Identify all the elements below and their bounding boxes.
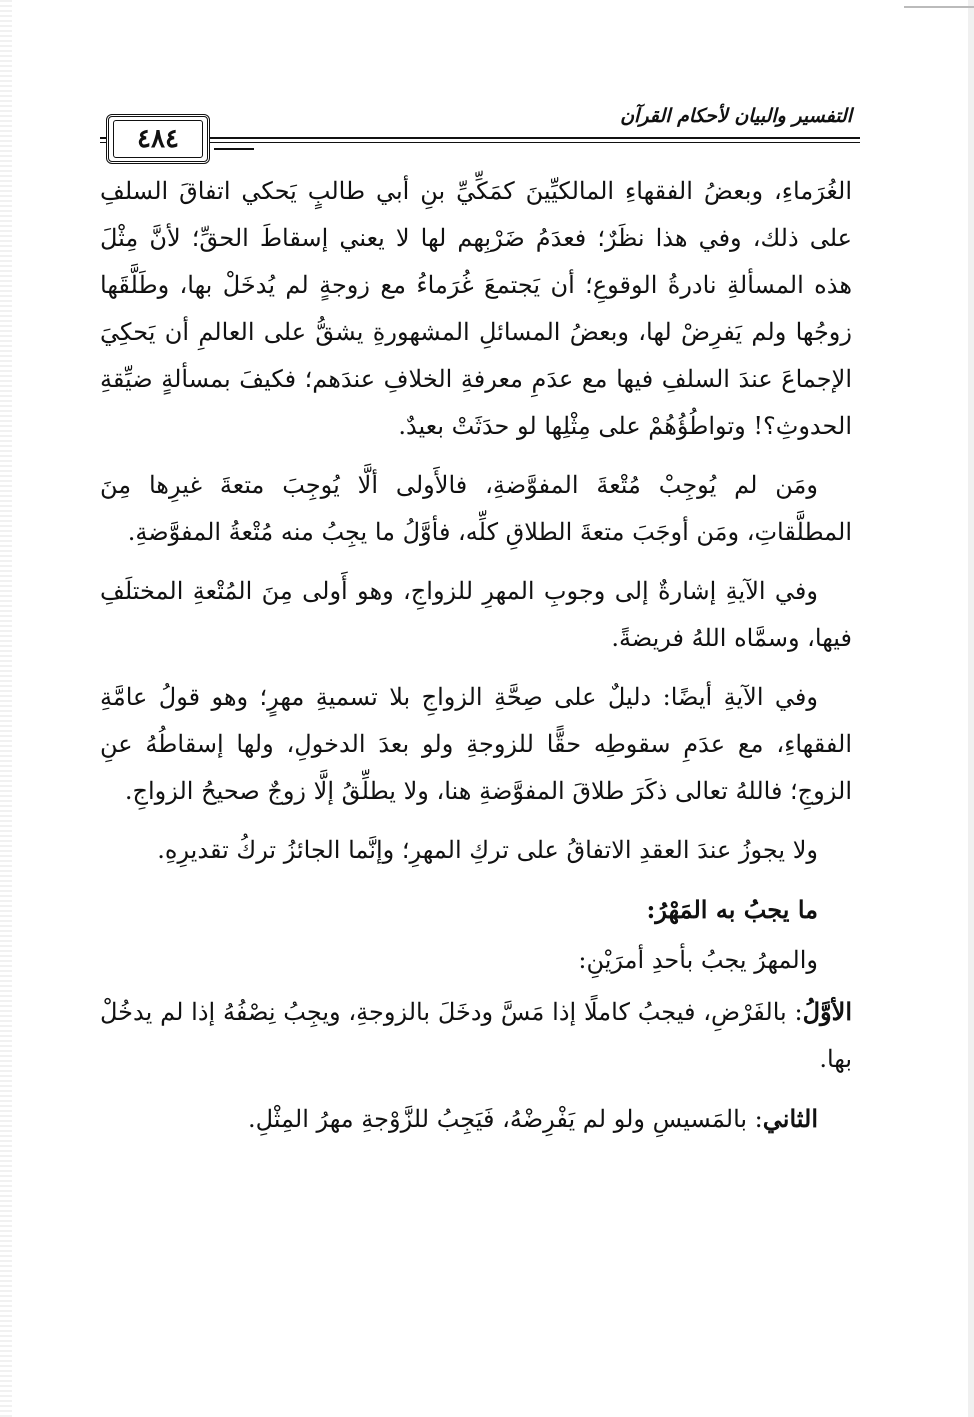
paragraph-4: وفي الآيةِ أيضًا: دليلٌ على صِحَّةِ الزواجِ بلا تسميةِ مهرٍ؛ وهو قولُ عامَّةِ الفقهاءِ، مع عدَمِ سقوطِه حقًّا للزوجةِ ولو بعدَ الدخولِ، ولها إسقاطُهُ عنِ الزوجِ؛ فاللهُ تعالى ذكَرَ طلاقَ المفوَّضةِ هنا، ولا يطلِّقُ إلَّا زوجٌ صحيحُ الزواجِ. xyxy=(100,683,852,805)
scan-edge-left xyxy=(0,0,12,1417)
paragraph-1: الغُرَماءِ، وبعضُ الفقهاءِ المالكيِّينَ كمَكِّيِّ بنِ أبي طالبٍ يَحكي اتفاقَ السلفِ على ذلك، وفي هذا نظَرٌ؛ فعدَمُ ضَرْبِهم لها لا يعني إسقاطَ الحقِّ؛ لأنَّ مِثْلَ هذه المسألةِ نادرةُ الوقوعِ؛ أن يَجتمعَ غُرَماءُ مع زوجةٍ لم يُدخَلْ بها، وطَلَّقَها زوجُها ولم يَفرِضْ لها، وبعضُ المسائلِ المشهورةِ يشقُّ على العالمِ أن يَحكِيَ الإجماعَ عندَ السلفِ فيها مع عدَمِ معرفةِ الخلافِ عندَهم؛ فكيفَ بمسألةٍ ضيِّقةِ الحدوثِ؟! وتواطُؤُهُمْ على مِثْلِها لو حدَثَتْ بعيدٌ. xyxy=(100,177,852,440)
header-rule-thin xyxy=(100,142,860,143)
page-number: ٤٨٤ xyxy=(137,124,179,154)
paragraph-3: وفي الآيةِ إشارةٌ إلى وجوبِ المهرِ للزواجِ، وهو أَولى مِنَ المُتْعةِ المختلَفِ فيها، وسمَّاه اللهُ فريضةً. xyxy=(100,577,852,652)
header-rule xyxy=(100,137,860,139)
page-number-box xyxy=(106,114,210,164)
page-number-frame xyxy=(113,120,203,158)
book-title: التفسير والبيان لأحكام القرآن xyxy=(620,105,852,127)
section-heading: ما يجبُ به المَهْرُ: xyxy=(646,895,818,924)
header-dash xyxy=(214,148,254,150)
list-item-first xyxy=(100,988,852,1083)
list-item-second xyxy=(100,1095,852,1143)
scan-edge-right xyxy=(968,0,974,1417)
page-body xyxy=(100,168,852,1155)
list-item-second-lead: الثاني xyxy=(762,1104,818,1133)
list-item-second-text: : بالمَسيسِ ولو لم يَفْرِضْهُ، فَيَجِبُ للزَّوْجةِ مهرُ المِثْلِ. xyxy=(247,1105,763,1133)
section-intro: والمهرُ يجبُ بأحدِ أمرَيْنِ: xyxy=(578,946,818,974)
list-item-first-text: : بالفَرْضِ، فيجبُ كاملًا إذا مَسَّ ودخَلَ بالزوجةِ، ويجِبُ نِصْفُهُ إذا لم يدخُلْ بها. xyxy=(100,998,852,1073)
paragraph-5: ولا يجوزُ عندَ العقدِ الاتفاقُ على تركِ المهرِ؛ وإنَّما الجائزُ تركُ تقديرِهِ. xyxy=(157,836,818,864)
page-header xyxy=(100,96,860,166)
scan-edge-line xyxy=(904,6,974,8)
list-item-first-lead: الأوَّلُ xyxy=(802,997,852,1026)
paragraph-2: ومَن لم يُوجِبْ مُتْعةَ المفوَّضةِ، فالأَولى ألَّا يُوجِبَ متعةَ غيرِها مِنَ المطلَّقاتِ، ومَن أوجَبَ متعةَ الطلاقِ كلِّه، فأوَّلُ ما يجِبُ منه مُتْعةُ المفوَّضةِ. xyxy=(100,471,852,546)
